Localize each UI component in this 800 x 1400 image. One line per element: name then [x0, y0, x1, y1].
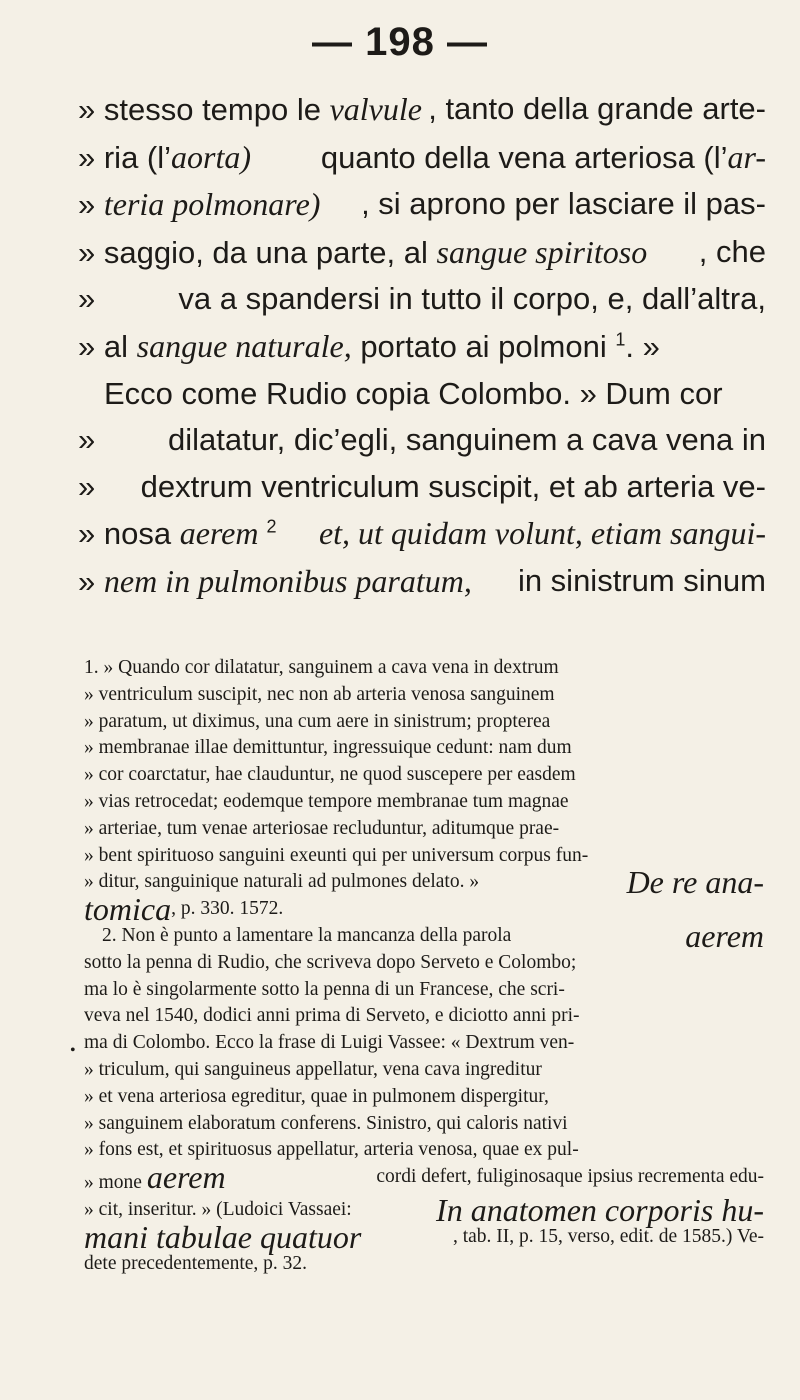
text-segment: , p. 330. 1572. — [171, 898, 284, 920]
text-line — [78, 417, 766, 464]
footnote-line — [84, 1218, 764, 1255]
footnote-line: » vias retrocedat; eodemque tempore membranae tum magnae — [84, 790, 569, 812]
text-line — [78, 371, 766, 418]
italic-term: sangue naturale, — [136, 327, 352, 364]
text-line — [78, 181, 766, 229]
text-segment: nosa — [103, 516, 180, 552]
text-line — [78, 323, 766, 371]
main-text — [78, 86, 766, 606]
text-segment: in sinistrum sinum — [517, 562, 766, 598]
italic-term: valvule — [329, 91, 422, 127]
quote-mark: » — [78, 516, 104, 552]
text-segment: , che — [698, 233, 766, 269]
text-segment: 2. Non è punto a lamentare la mancanza della parola — [102, 924, 512, 946]
quote-mark: » — [78, 281, 96, 317]
text-segment: al — [103, 328, 137, 364]
text-segment: , tab. II, p. 15, verso, edit. de 1585.) Ve- — [452, 1225, 764, 1247]
footnote-line — [84, 917, 764, 954]
text-line — [78, 510, 766, 558]
footnote-line: » sanguinem elaboratum conferens. Sinistro, qui caloris nativi — [84, 1112, 568, 1134]
quote-mark: » — [78, 92, 104, 127]
footnote-line: ma di Colombo. Ecco la frase di Luigi Vassee: « Dextrum ven- — [84, 1032, 575, 1054]
footnote-line: sotto la penna di Rudio, che scriveva dopo Serveto e Colombo; — [84, 951, 577, 973]
footnote-line: » cor coarctatur, hae clauduntur, ne quod suscepere per easdem — [84, 764, 576, 786]
text-segment: , si aprono per lasciare il pas- — [361, 186, 766, 222]
text-segment: Ecco come Rudio copia Colombo. » Dum cor — [104, 375, 723, 411]
text-segment: saggio, da una parte, al — [103, 234, 437, 270]
footnotes — [84, 655, 764, 1277]
quote-mark: » — [78, 563, 104, 599]
text-segment: dextrum ventriculum suscipit, et ab arteria ve- — [140, 468, 766, 504]
book-title: De re ana- — [626, 864, 764, 901]
text-segment: . » — [625, 328, 660, 364]
footnote-line: ma lo è singolarmente sotto la penna di un Francese, che scri- — [84, 978, 565, 1000]
book-title: In anatomen corporis hu- — [436, 1191, 764, 1228]
quote-mark: » — [78, 328, 104, 364]
text-segment: cordi defert, fuliginosaque ipsius recrementa edu- — [376, 1166, 764, 1188]
footnote-line: » triculum, qui sanguineus appellatur, vena cava ingreditur — [84, 1058, 542, 1080]
italic-term: teria polmonare) — [103, 186, 321, 223]
text-segment: portato ai polmoni — [351, 328, 616, 364]
text-line — [78, 558, 766, 606]
italic-term: ar- — [727, 138, 766, 175]
text-line — [78, 464, 766, 511]
footnote-line: » ventriculum suscipit, nec non ab arteria venosa sanguinem — [84, 683, 555, 705]
italic-term: aerem — [146, 1159, 226, 1196]
text-segment: dilatatur, dic’egli, sanguinem a cava vena in — [168, 422, 766, 458]
footnote-ref[interactable]: 2 — [266, 517, 277, 538]
margin-mark: • — [70, 1042, 76, 1059]
italic-term: et, ut quidam volunt, etiam sangui- — [318, 515, 766, 552]
text-segment: va a spandersi in tutto il corpo, e, dall’altra, — [178, 281, 766, 317]
footnote-line: » bent spirituoso sanguini exeunti qui per universum corpus fun- — [84, 844, 589, 866]
footnote-line: » membranae illae demittuntur, ingressuique cedunt: nam dum — [84, 737, 572, 759]
footnote-line: dete precedentemente, p. 32. — [84, 1252, 308, 1274]
book-title: tomica — [84, 891, 172, 928]
footnote-line: 1. » Quando cor dilatatur, sanguinem a cava vena in dextrum — [84, 657, 559, 678]
text-segment: ria (l’ — [103, 139, 172, 175]
text-segment: » cit, inseritur. » (Ludoici Vassaei: — [84, 1198, 352, 1220]
footnote-line — [84, 864, 764, 901]
footnote-line — [84, 891, 764, 928]
text-segment: quanto della vena arteriosa (l’ — [320, 139, 728, 175]
quote-mark: » — [78, 422, 96, 458]
italic-term: aerem — [179, 515, 267, 552]
text-segment: » ditur, sanguinique naturali ad pulmones delato. » — [84, 871, 480, 893]
italic-term: aerem — [685, 917, 764, 954]
quote-mark: » — [78, 187, 104, 223]
quote-mark: » — [78, 139, 104, 175]
text-segment: stesso tempo le — [103, 92, 330, 127]
text-line — [78, 86, 766, 134]
footnote-line: » arteriae, tum venae arteriosae recluduntur, aditumque prae- — [84, 817, 560, 839]
italic-term: sangue spiritoso — [436, 233, 648, 270]
text-line — [78, 276, 766, 323]
italic-term: nem in pulmonibus paratum, — [103, 562, 472, 599]
text-segment: » mone — [84, 1172, 147, 1194]
footnote-line: » et vena arteriosa egreditur, quae in pulmonem dispergitur, — [84, 1085, 549, 1107]
page-number: — 198 — — [312, 20, 488, 64]
book-title: mani tabulae quatuor — [84, 1218, 362, 1255]
quote-mark: » — [78, 234, 104, 270]
footnote-line: veva nel 1540, dodici anni prima di Serveto, e diciotto anni pri- — [84, 1005, 580, 1027]
quote-mark: » — [78, 468, 96, 504]
italic-term: aorta) — [171, 138, 252, 175]
text-line — [78, 134, 766, 182]
footnote-line: » fons est, et spirituosus appellatur, arteria venosa, quae ex pul- — [84, 1139, 579, 1161]
text-segment: , tanto della grande arte- — [428, 91, 766, 126]
footnote-ref[interactable]: 1 — [615, 329, 626, 350]
footnote-line: » paratum, ut diximus, una cum aere in sinistrum; propterea — [84, 710, 551, 732]
text-line — [78, 229, 766, 277]
